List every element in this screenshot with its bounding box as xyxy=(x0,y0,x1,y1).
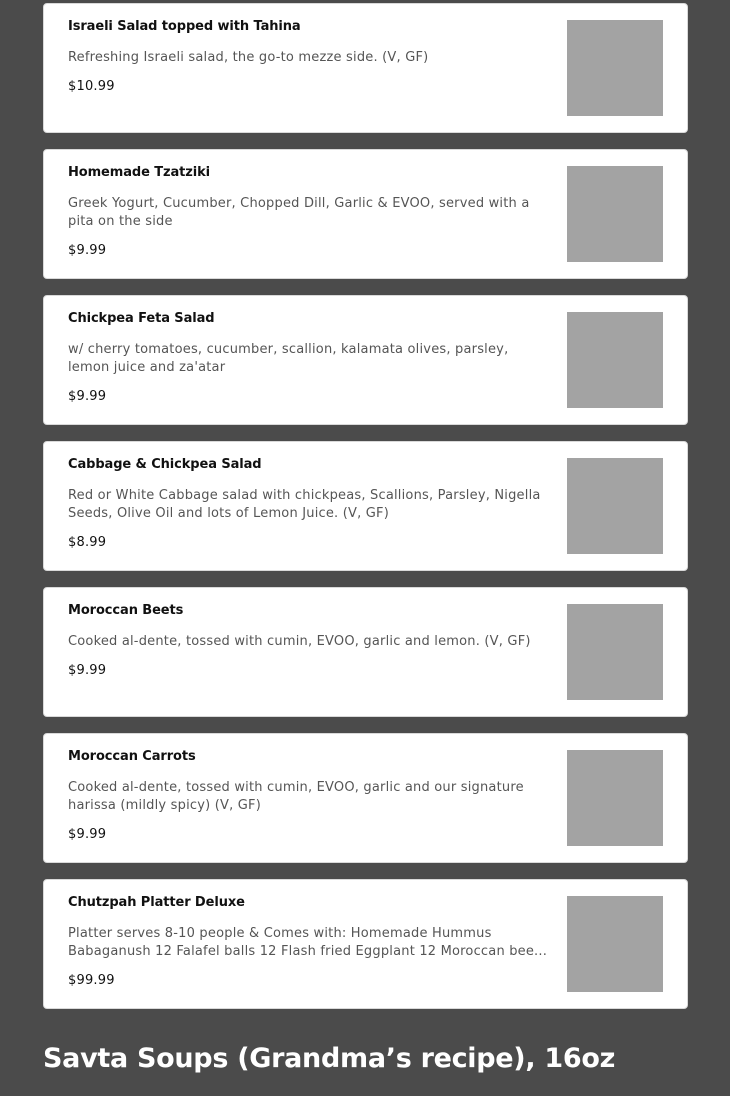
menu-item-description: Refreshing Israeli salad, the go-to mezze side. (V, GF) xyxy=(68,50,429,65)
menu-item-description: w/ cherry tomatoes, cucumber, scallion, kalamata olives, parsley, lemon juice and za'atar xyxy=(68,342,509,375)
menu-item-description: Greek Yogurt, Cucumber, Chopped Dill, Garlic & EVOO, served with a pita on the side xyxy=(68,196,530,229)
menu-item-price: $9.99 xyxy=(68,243,107,258)
menu-item-card[interactable] xyxy=(43,879,688,1009)
section-heading: Savta Soups (Grandma’s recipe), 16oz xyxy=(43,1043,616,1074)
menu-item-image-placeholder[interactable] xyxy=(567,604,663,700)
menu-item-name: Cabbage & Chickpea Salad xyxy=(68,457,262,472)
menu-item-name: Moroccan Carrots xyxy=(68,749,196,764)
menu-item-image-placeholder[interactable] xyxy=(567,20,663,116)
menu-item-list xyxy=(43,3,688,1025)
menu-item-description: Platter serves 8-10 people & Comes with: Homemade Hummus Babaganush 12 Falafel balls 12 Flash fried Eggplant 12 Moroccan bee... xyxy=(68,926,548,959)
menu-item-name: Israeli Salad topped with Tahina xyxy=(68,19,301,34)
menu-item-description: Red or White Cabbage salad with chickpeas, Scallions, Parsley, Nigella Seeds, Olive Oil and lots of Lemon Juice. (V, GF) xyxy=(68,488,541,521)
menu-item-price: $8.99 xyxy=(68,535,107,550)
menu-item-card[interactable] xyxy=(43,733,688,863)
menu-item-price: $9.99 xyxy=(68,827,107,842)
menu-item-description: Cooked al-dente, tossed with cumin, EVOO, garlic and our signature harissa (mildly spicy) (V, GF) xyxy=(68,780,524,813)
menu-item-image-placeholder[interactable] xyxy=(567,458,663,554)
menu-item-card[interactable] xyxy=(43,587,688,717)
menu-item-price: $99.99 xyxy=(68,973,115,988)
menu-item-name: Homemade Tzatziki xyxy=(68,165,210,180)
menu-item-price: $9.99 xyxy=(68,663,107,678)
menu-item-image-placeholder[interactable] xyxy=(567,750,663,846)
menu-item-price: $9.99 xyxy=(68,389,107,404)
menu-item-image-placeholder[interactable] xyxy=(567,896,663,992)
menu-item-name: Chickpea Feta Salad xyxy=(68,311,215,326)
menu-item-card[interactable] xyxy=(43,295,688,425)
menu-item-card[interactable] xyxy=(43,441,688,571)
menu-item-name: Moroccan Beets xyxy=(68,603,184,618)
menu-item-name: Chutzpah Platter Deluxe xyxy=(68,895,245,910)
menu-item-image-placeholder[interactable] xyxy=(567,312,663,408)
menu-item-card[interactable] xyxy=(43,149,688,279)
menu-item-price: $10.99 xyxy=(68,79,115,94)
menu-item-card[interactable] xyxy=(43,3,688,133)
menu-item-description: Cooked al-dente, tossed with cumin, EVOO, garlic and lemon. (V, GF) xyxy=(68,634,531,649)
menu-item-image-placeholder[interactable] xyxy=(567,166,663,262)
